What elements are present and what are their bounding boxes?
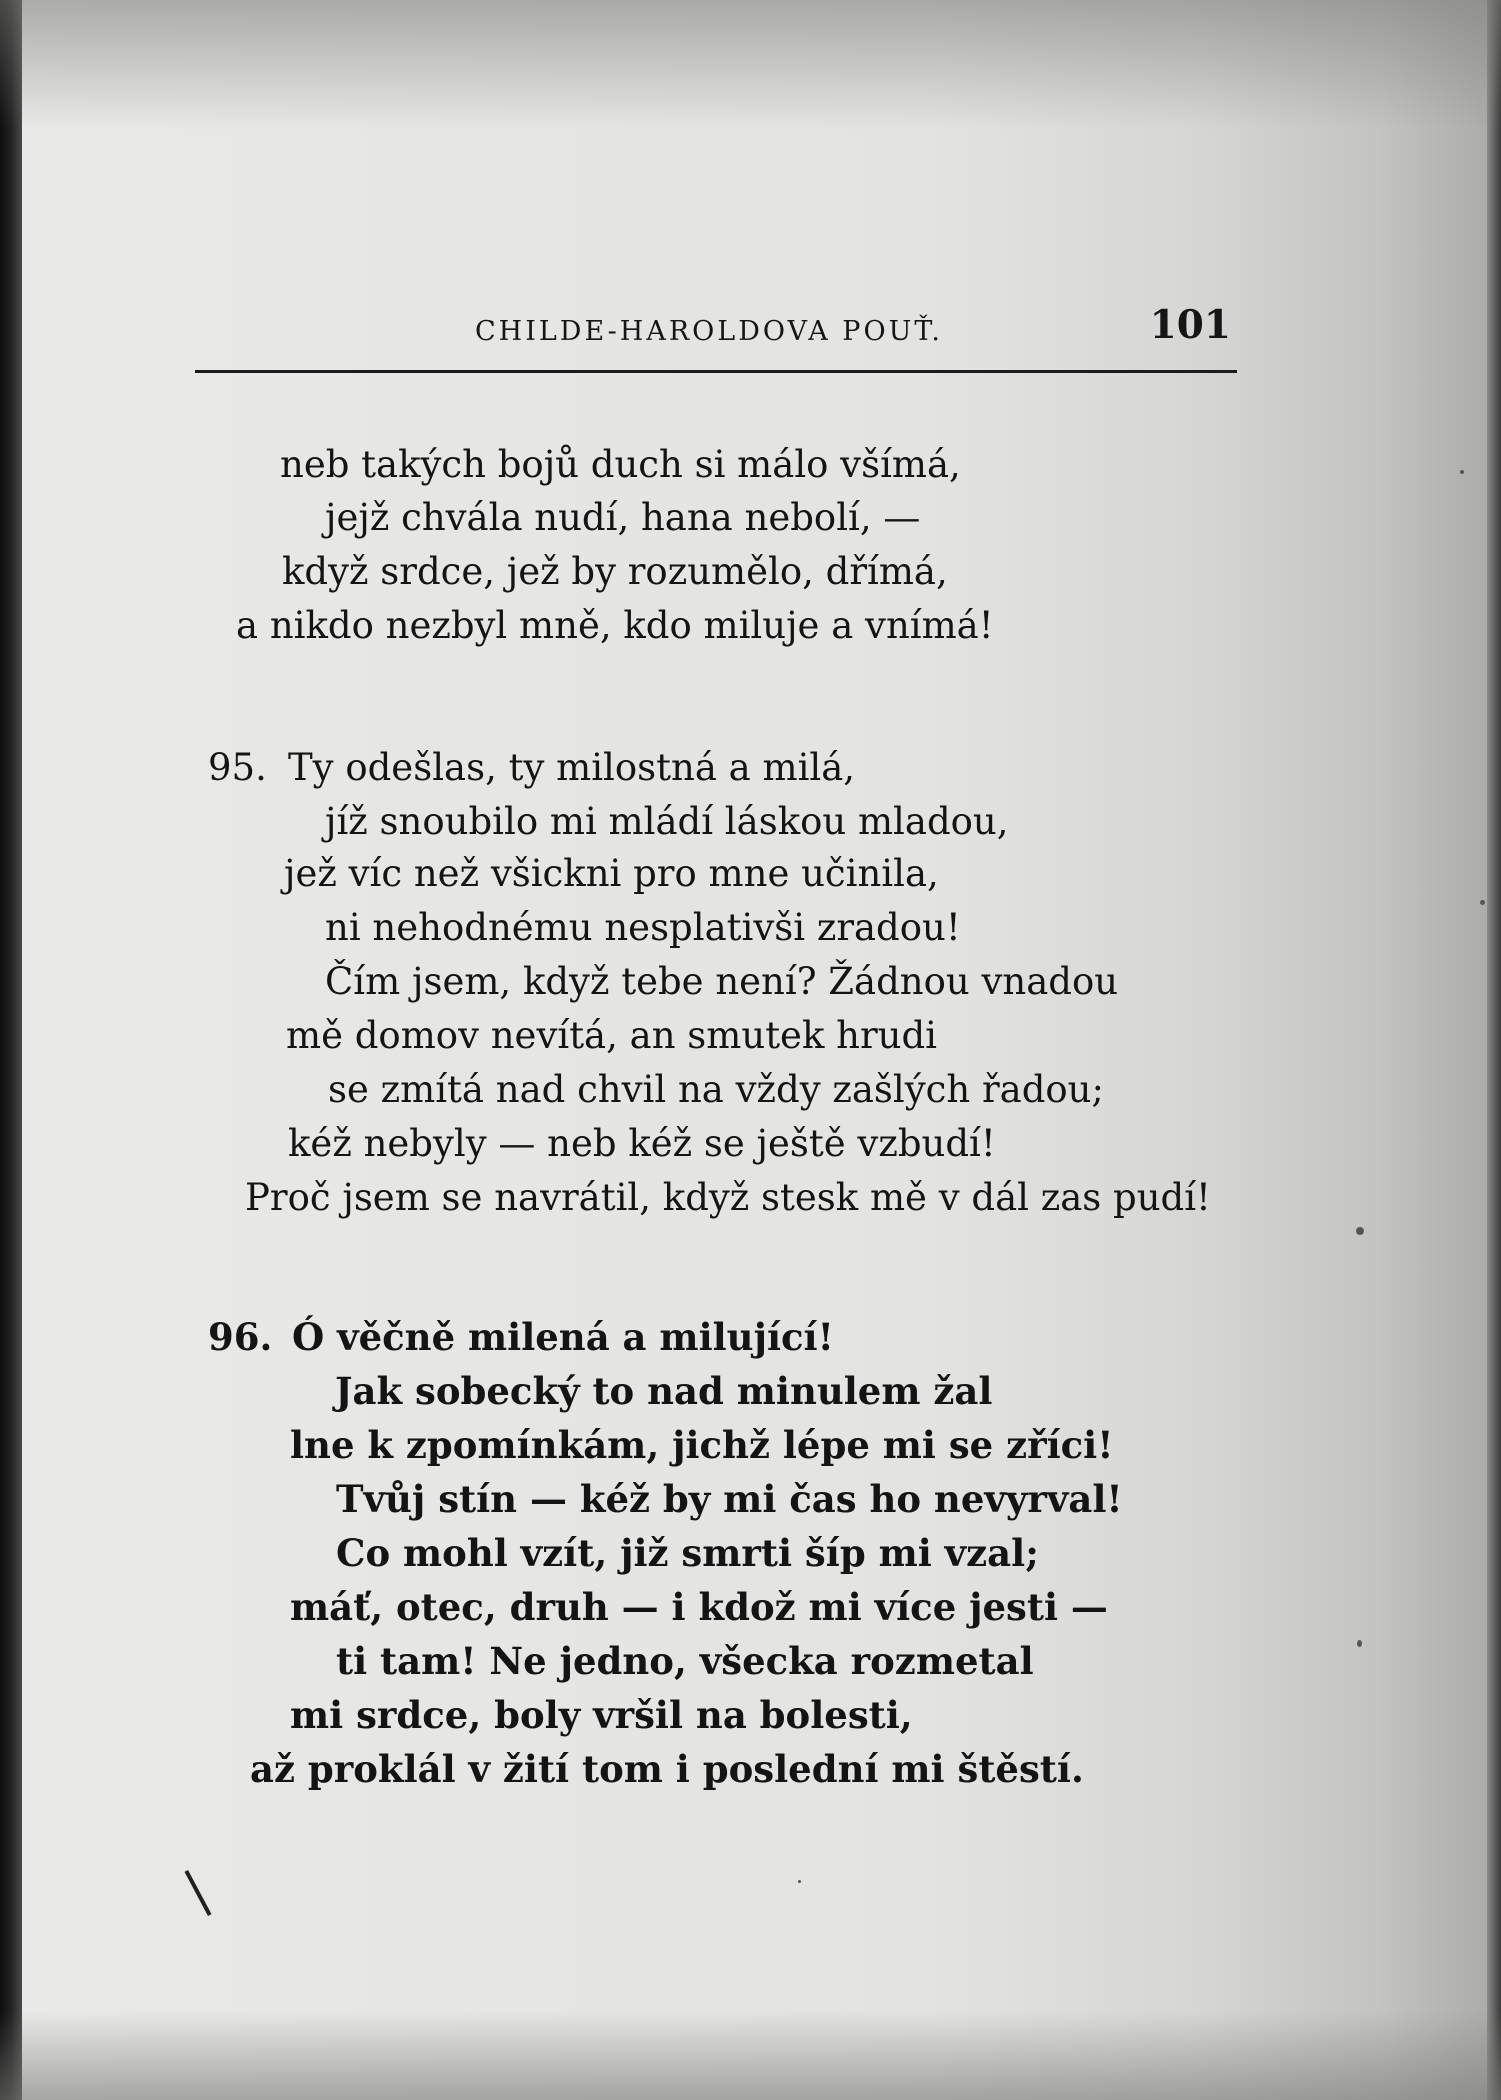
verse-line: Proč jsem se navrátil, když stesk mě v dál zas pudí!	[245, 1176, 1211, 1219]
verse-line: a nikdo nezbyl mně, kdo miluje a vnímá!	[236, 604, 994, 647]
verse-line: mi srdce, boly vršil na bolesti,	[290, 1693, 913, 1737]
verse-line: jíž snoubilo mi mládí láskou mladou,	[325, 800, 1009, 843]
paper-speck	[1357, 1640, 1362, 1647]
verse-line: Ó věčně milená a milující!	[292, 1315, 834, 1359]
paper-speck	[798, 1880, 801, 1883]
header-rule	[195, 370, 1237, 373]
verse-line: máť, otec, druh — i kdož mi více jesti —	[290, 1585, 1108, 1629]
verse-line: ni nehodnému nesplativši zradou!	[325, 906, 961, 949]
page-top-shading	[0, 0, 1501, 130]
running-title: CHILDE-HAROLDOVA POUŤ.	[475, 316, 943, 347]
page-number: 101	[1149, 302, 1231, 348]
stanza-number: 96.	[208, 1315, 273, 1359]
ink-mark	[184, 1870, 211, 1916]
verse-line: mě domov nevítá, an smutek hrudi	[286, 1014, 938, 1057]
verse-line: Jak sobecký to nad minulem žal	[335, 1369, 993, 1413]
verse-line: Co mohl vzít, již smrti šíp mi vzal;	[336, 1531, 1039, 1575]
verse-line: jejž chvála nudí, hana nebolí, —	[325, 496, 921, 539]
verse-line: Čím jsem, když tebe není? Žádnou vnadou	[325, 960, 1119, 1003]
verse-line: Tvůj stín — kéž by mi čas ho nevyrval!	[336, 1477, 1123, 1521]
paper-speck	[1480, 900, 1485, 905]
verse-line: ti tam! Ne jedno, všecka rozmetal	[336, 1639, 1034, 1683]
verse-line: jež víc než všickni pro mne učinila,	[284, 852, 939, 895]
verse-line: se zmítá nad chvil na vždy zašlých řadou;	[328, 1068, 1104, 1111]
verse-line: když srdce, jež by rozumělo, dřímá,	[282, 550, 948, 593]
paper-speck	[1356, 1227, 1364, 1235]
verse-line: až proklál v žití tom i poslední mi štěstí.	[250, 1747, 1084, 1791]
verse-line: Ty odešlas, ty milostná a milá,	[288, 746, 856, 789]
verse-line: lne k zpomínkám, jichž lépe mi se zříci!	[290, 1423, 1114, 1467]
page-edge-shadow	[1487, 0, 1501, 2100]
page-bottom-shading	[0, 2010, 1501, 2100]
stanza-number: 95.	[208, 746, 267, 789]
paper-speck	[1460, 470, 1464, 474]
page-header	[195, 300, 1235, 360]
book-spine	[0, 0, 22, 2100]
verse-line: kéž nebyly — neb kéž se ještě vzbudí!	[288, 1122, 996, 1165]
verse-line: neb takých bojů duch si málo všímá,	[280, 443, 961, 486]
